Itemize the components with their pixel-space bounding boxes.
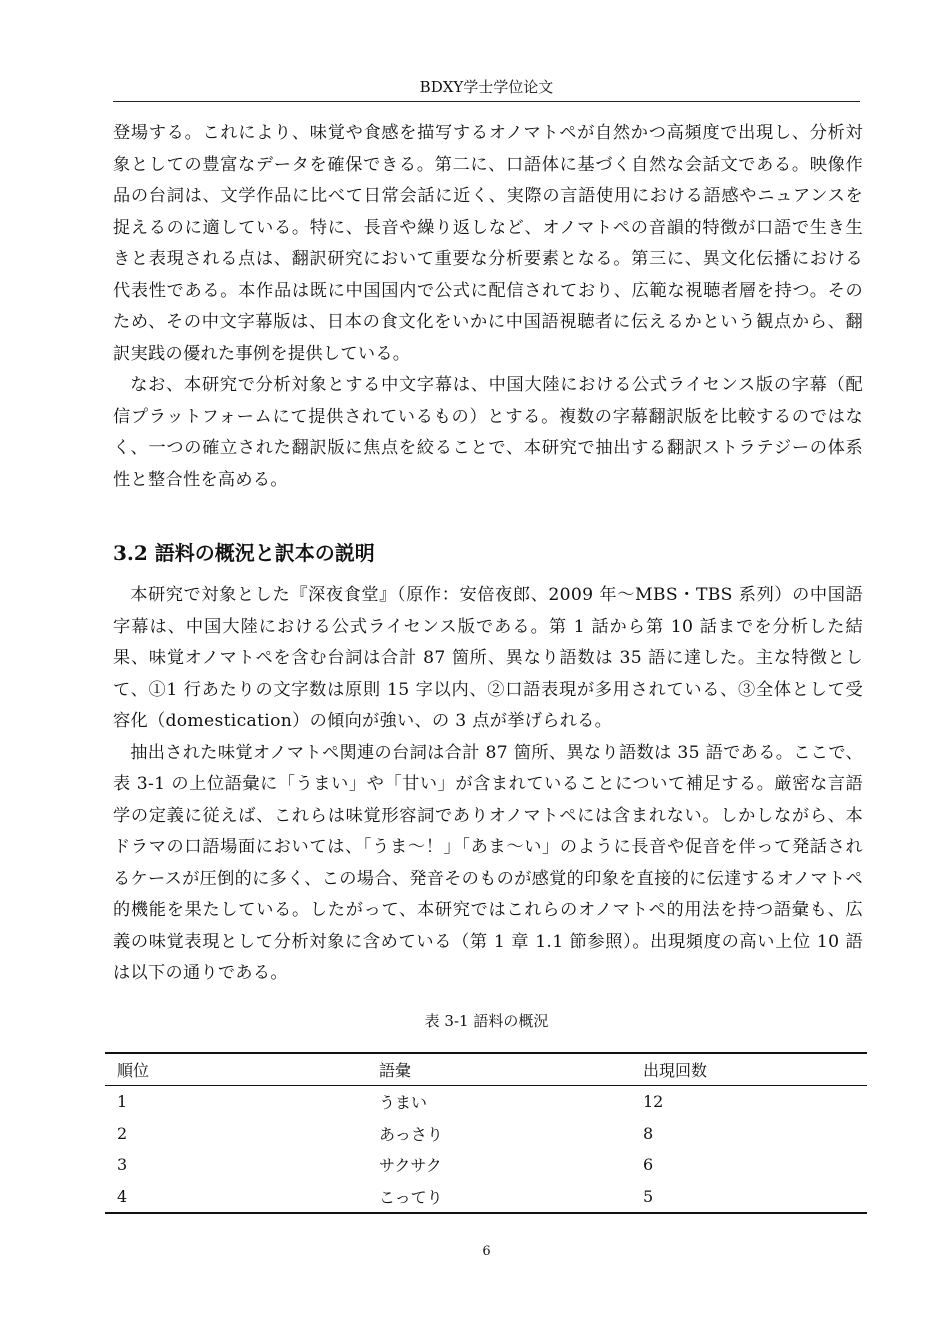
- rank-cell: 2: [117, 1123, 128, 1143]
- word-cell: こってり: [367, 1181, 631, 1214]
- count-cell: 8: [643, 1123, 654, 1143]
- section-text: [113, 580, 863, 990]
- rank-cell: 1: [117, 1092, 128, 1112]
- header-rule: [113, 101, 860, 102]
- corpus-table: [105, 1052, 867, 1214]
- page-number: 6: [482, 1244, 491, 1259]
- paragraph: 本研究で対象とした『深夜食堂』（原作：安倍夜郎、2009 年～MBS・TBS 系列）の中国語字幕は、中国大陸における公式ライセンス版である。第 1 話から第 10 話までを分析した結果、味覚オノマトペを含む台詞は合計 87 箇所、異なり語数は 35 語に達した。主な特徴として、①1 行あたりの文字数は原則 15 字以内、②口語表現が多用されている、③全体として受容化（domestication）の傾向が強い、の 3 点が挙げられる。: [113, 585, 863, 731]
- table-header-row: [105, 1053, 867, 1086]
- running-header: BDXY学士学位论文: [419, 78, 554, 96]
- table-row: [105, 1118, 867, 1150]
- count-cell: 5: [631, 1181, 867, 1214]
- word-cell: うまい: [379, 1093, 428, 1113]
- table-row: [105, 1086, 867, 1118]
- continued-text: [113, 118, 863, 496]
- header-word: 語彙: [367, 1053, 631, 1086]
- section-heading: 3.2 語料の概況と訳本の説明: [113, 541, 375, 565]
- word-cell: あっさり: [379, 1124, 443, 1144]
- paragraph: 抽出された味覚オノマトペ関連の台詞は合計 87 箇所、異なり語数は 35 語である。ここで、表 3-1 の上位語彙に「うまい」や「甘い」が含まれていることについて補足する。厳密な言語学の定義に従えば、これらは味覚形容詞でありオノマトペには含まれない。しかしながら、本ドラマの口語場面においては、「うま～！」「あま～い」のように長音や促音を伴って発話されるケースが圧倒的に多く、この場合、発音そのものが感覚的印象を直接的に伝達するオノマトペ的機能を果たしている。したがって、本研究ではこれらのオノマトペ的用法を持つ語彙も、広義の味覚表現として分析対象に含めている（第 1 章 1.1 節参照）。出現頻度の高い上位 10 語は以下の通りである。: [113, 742, 863, 983]
- table-row: [105, 1149, 867, 1181]
- rank-cell: 3: [117, 1155, 128, 1175]
- table-row: [105, 1181, 867, 1214]
- paragraph: なお、本研究で分析対象とする中文字幕は、中国大陸における公式ライセンス版の字幕（配信プラットフォームにて提供されているもの）とする。複数の字幕翻訳版を比較するのではなく、一つの確立された翻訳版に焦点を絞ることで、本研究で抽出する翻訳ストラテジーの体系性と整合性を高める。: [113, 375, 863, 490]
- table-caption: 表 3-1 語料の概況: [424, 1012, 549, 1030]
- rank-cell: 4: [105, 1181, 367, 1214]
- header-rank: 順位: [105, 1053, 367, 1086]
- paragraph: 登場する。これにより、味覚や食感を描写するオノマトペが自然かつ高頻度で出現し、分析対象としての豊富なデータを確保できる。第二に、口語体に基づく自然な会話文である。映像作品の台詞は、文学作品に比べて日常会話に近く、実際の言語使用における語感やニュアンスを捉えるのに適している。特に、長音や繰り返しなど、オノマトペの音韻的特徴が口語で生き生きと表現される点は、翻訳研究において重要な分析要素となる。第三に、異文化伝播における代表性である。本作品は既に中国国内で公式に配信されており、広範な視聴者層を持つ。そのため、その中文字幕版は、日本の食文化をいかに中国語視聴者に伝えるかという観点から、翻訳実践の優れた事例を提供している。: [113, 123, 863, 364]
- count-cell: 6: [643, 1155, 654, 1175]
- header-count: 出現回数: [631, 1053, 867, 1086]
- word-cell: サクサク: [379, 1156, 442, 1176]
- count-cell: 12: [643, 1092, 664, 1112]
